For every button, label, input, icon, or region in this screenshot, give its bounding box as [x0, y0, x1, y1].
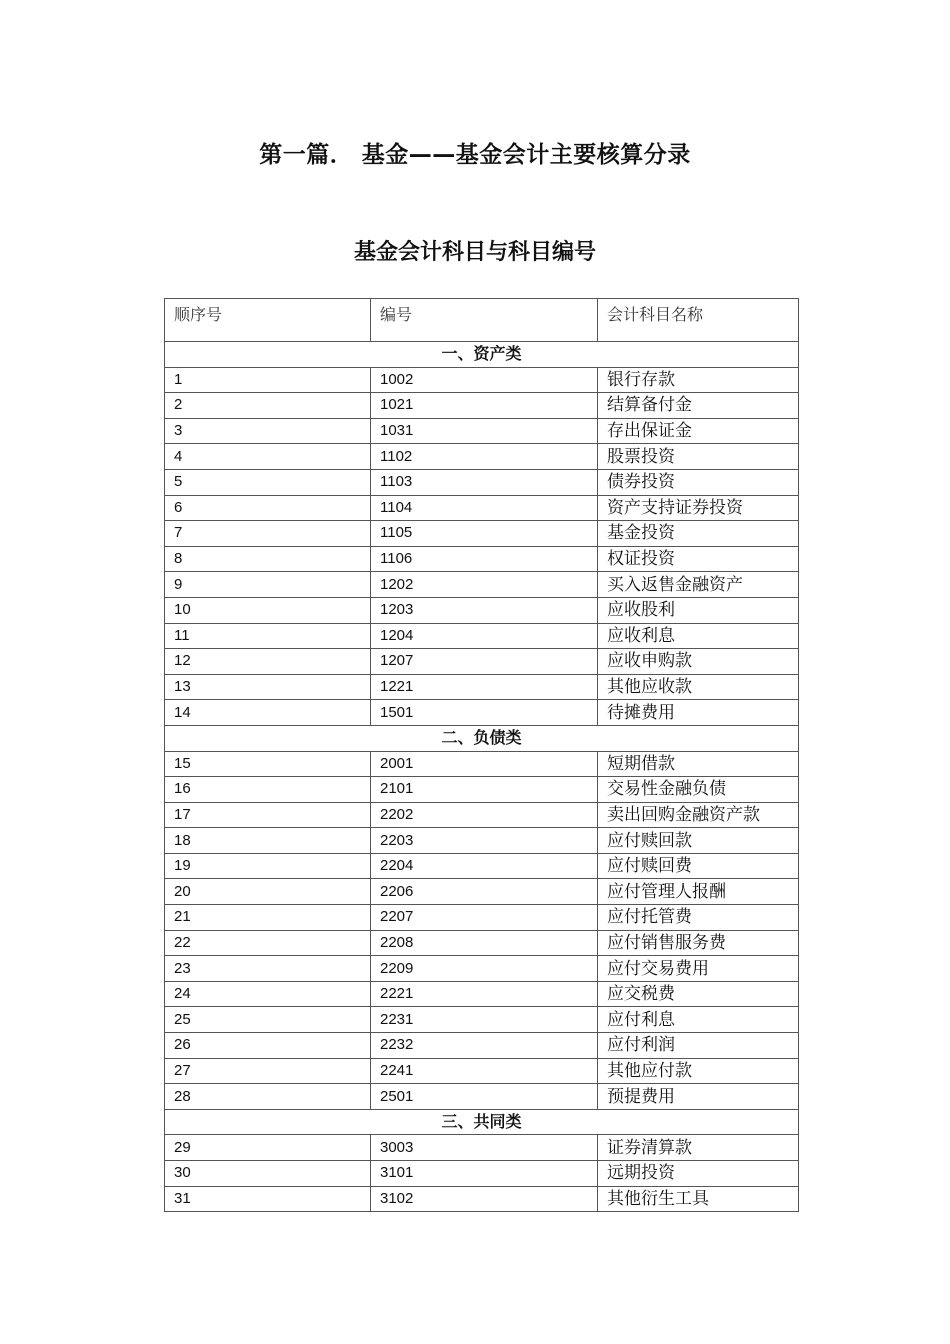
cell-account-name: 预提费用 — [598, 1084, 799, 1110]
header-seq: 顺序号 — [165, 299, 371, 342]
cell-account-name: 应交税费 — [598, 981, 799, 1007]
table-title: 基金会计科目与科目编号 — [353, 240, 596, 265]
cell-code: 1106 — [371, 546, 598, 572]
cell-seq: 7 — [165, 521, 371, 547]
cell-seq: 22 — [165, 930, 371, 956]
table-row — [165, 649, 799, 675]
table-row — [165, 597, 799, 623]
cell-code: 2231 — [371, 1007, 598, 1033]
table-row — [165, 1084, 799, 1110]
cell-seq: 19 — [165, 853, 371, 879]
cell-account-name: 存出保证金 — [598, 418, 799, 444]
cell-code: 1021 — [371, 393, 598, 419]
cell-code: 2101 — [371, 777, 598, 803]
cell-account-name: 应付交易费用 — [598, 956, 799, 982]
cell-account-name: 应付利润 — [598, 1033, 799, 1059]
cell-code: 1102 — [371, 444, 598, 470]
cell-seq: 26 — [165, 1033, 371, 1059]
cell-code: 1002 — [371, 367, 598, 393]
cell-code: 3102 — [371, 1186, 598, 1212]
table-row — [165, 521, 799, 547]
table-row — [165, 802, 799, 828]
table-body — [165, 299, 799, 1212]
table-row — [165, 853, 799, 879]
cell-code: 1203 — [371, 597, 598, 623]
table-row — [165, 674, 799, 700]
cell-account-name: 应付利息 — [598, 1007, 799, 1033]
cell-account-name: 应付管理人报酬 — [598, 879, 799, 905]
table-row — [165, 444, 799, 470]
table-row — [165, 1161, 799, 1187]
cell-seq: 2 — [165, 393, 371, 419]
cell-code: 2202 — [371, 802, 598, 828]
table-row — [165, 546, 799, 572]
table-row — [165, 623, 799, 649]
cell-code: 2501 — [371, 1084, 598, 1110]
table-row — [165, 572, 799, 598]
cell-seq: 11 — [165, 623, 371, 649]
cell-seq: 28 — [165, 1084, 371, 1110]
cell-code: 1104 — [371, 495, 598, 521]
cell-seq: 21 — [165, 905, 371, 931]
cell-code: 3101 — [371, 1161, 598, 1187]
cell-code: 1501 — [371, 700, 598, 726]
cell-code: 1031 — [371, 418, 598, 444]
table-row — [165, 1058, 799, 1084]
cell-account-name: 股票投资 — [598, 444, 799, 470]
cell-code: 1202 — [371, 572, 598, 598]
cell-code: 2203 — [371, 828, 598, 854]
cell-seq: 25 — [165, 1007, 371, 1033]
cell-code: 3003 — [371, 1135, 598, 1161]
account-code-table — [164, 298, 799, 1212]
cell-seq: 30 — [165, 1161, 371, 1187]
cell-seq: 5 — [165, 469, 371, 495]
table-row — [165, 700, 799, 726]
document-title: 第一篇． 基金——基金会计主要核算分录 — [259, 142, 691, 168]
table-header-row — [165, 299, 799, 342]
cell-seq: 12 — [165, 649, 371, 675]
cell-seq: 8 — [165, 546, 371, 572]
cell-account-name: 债券投资 — [598, 469, 799, 495]
table-row — [165, 469, 799, 495]
cell-code: 1105 — [371, 521, 598, 547]
cell-account-name: 应付赎回款 — [598, 828, 799, 854]
section-row — [165, 1109, 799, 1135]
cell-code: 2209 — [371, 956, 598, 982]
cell-seq: 13 — [165, 674, 371, 700]
table-row — [165, 930, 799, 956]
section-label: 三、共同类 — [165, 1109, 799, 1135]
cell-account-name: 应收申购款 — [598, 649, 799, 675]
cell-seq: 4 — [165, 444, 371, 470]
table-row — [165, 981, 799, 1007]
cell-seq: 16 — [165, 777, 371, 803]
cell-seq: 27 — [165, 1058, 371, 1084]
cell-code: 2221 — [371, 981, 598, 1007]
cell-code: 2241 — [371, 1058, 598, 1084]
cell-seq: 20 — [165, 879, 371, 905]
table-row — [165, 495, 799, 521]
table-row — [165, 828, 799, 854]
cell-code: 1207 — [371, 649, 598, 675]
section-label: 一、资产类 — [165, 342, 799, 368]
cell-seq: 10 — [165, 597, 371, 623]
table-row — [165, 367, 799, 393]
table-row — [165, 956, 799, 982]
cell-seq: 14 — [165, 700, 371, 726]
cell-seq: 1 — [165, 367, 371, 393]
cell-seq: 6 — [165, 495, 371, 521]
cell-account-name: 待摊费用 — [598, 700, 799, 726]
cell-code: 2232 — [371, 1033, 598, 1059]
cell-seq: 18 — [165, 828, 371, 854]
cell-account-name: 其他衍生工具 — [598, 1186, 799, 1212]
section-row — [165, 725, 799, 751]
cell-account-name: 权证投资 — [598, 546, 799, 572]
table-row — [165, 777, 799, 803]
cell-seq: 29 — [165, 1135, 371, 1161]
header-account-name: 会计科目名称 — [598, 299, 799, 342]
cell-seq: 3 — [165, 418, 371, 444]
cell-account-name: 应付托管费 — [598, 905, 799, 931]
table-row — [165, 1186, 799, 1212]
cell-seq: 15 — [165, 751, 371, 777]
cell-account-name: 应收利息 — [598, 623, 799, 649]
cell-account-name: 银行存款 — [598, 367, 799, 393]
cell-code: 2204 — [371, 853, 598, 879]
cell-seq: 17 — [165, 802, 371, 828]
cell-account-name: 结算备付金 — [598, 393, 799, 419]
table-row — [165, 1007, 799, 1033]
cell-account-name: 其他应收款 — [598, 674, 799, 700]
table-row — [165, 905, 799, 931]
cell-account-name: 短期借款 — [598, 751, 799, 777]
cell-account-name: 资产支持证券投资 — [598, 495, 799, 521]
cell-code: 2206 — [371, 879, 598, 905]
table-row — [165, 1135, 799, 1161]
section-row — [165, 342, 799, 368]
table-row — [165, 879, 799, 905]
cell-account-name: 应收股利 — [598, 597, 799, 623]
table-row — [165, 1033, 799, 1059]
cell-code: 1204 — [371, 623, 598, 649]
cell-account-name: 远期投资 — [598, 1161, 799, 1187]
cell-account-name: 交易性金融负债 — [598, 777, 799, 803]
table-row — [165, 418, 799, 444]
cell-account-name: 证券清算款 — [598, 1135, 799, 1161]
cell-code: 2208 — [371, 930, 598, 956]
cell-code: 1221 — [371, 674, 598, 700]
cell-seq: 31 — [165, 1186, 371, 1212]
cell-account-name: 基金投资 — [598, 521, 799, 547]
cell-seq: 9 — [165, 572, 371, 598]
cell-seq: 24 — [165, 981, 371, 1007]
cell-code: 2001 — [371, 751, 598, 777]
header-code: 编号 — [371, 299, 598, 342]
cell-account-name: 其他应付款 — [598, 1058, 799, 1084]
cell-account-name: 应付销售服务费 — [598, 930, 799, 956]
cell-code: 1103 — [371, 469, 598, 495]
section-label: 二、负债类 — [165, 725, 799, 751]
table-row — [165, 393, 799, 419]
cell-account-name: 应付赎回费 — [598, 853, 799, 879]
cell-code: 2207 — [371, 905, 598, 931]
cell-account-name: 卖出回购金融资产款 — [598, 802, 799, 828]
cell-account-name: 买入返售金融资产 — [598, 572, 799, 598]
table-row — [165, 751, 799, 777]
cell-seq: 23 — [165, 956, 371, 982]
